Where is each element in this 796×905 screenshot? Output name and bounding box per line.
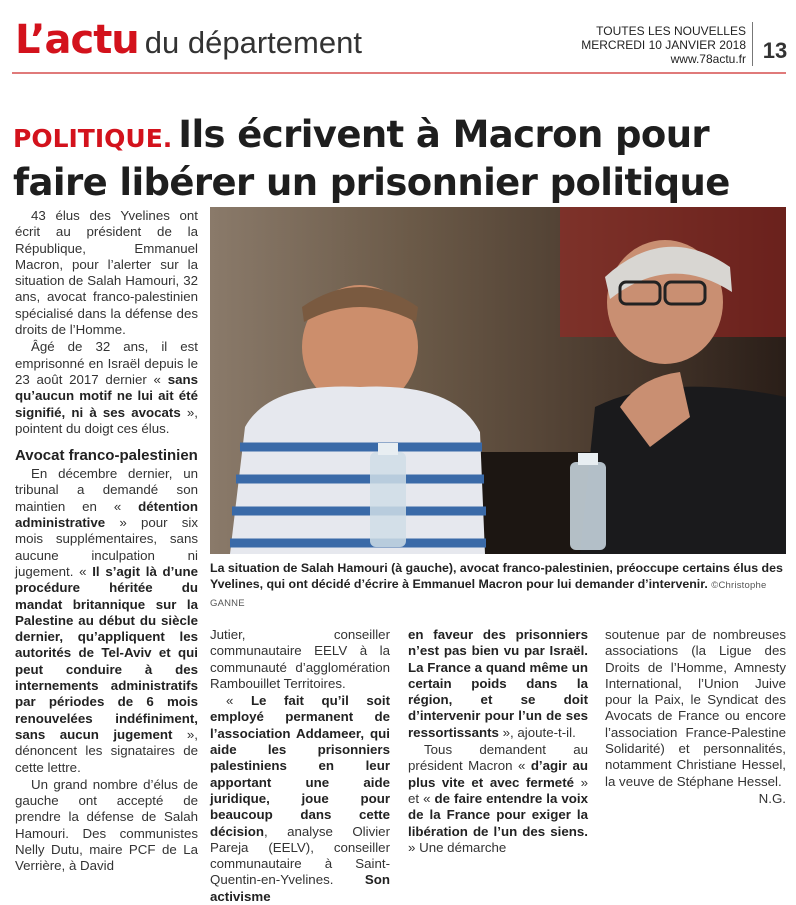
issue-info [581,24,746,66]
paragraph: Tous demandent au président Macron « d’agir au plus vite et avec fermeté » et « de faire entendre la voix de la France pour exiger la libération de l’un des siens. » Une démarche [408,742,589,855]
photo-credit: ©Christophe GANNE [210,580,767,609]
kicker: POLITIQUE. [13,124,173,153]
paragraph: Jutier, conseiller communautaire EELV à la communauté d’agglomération Rambouillet Territoires. [210,627,390,691]
paragraph: « Le fait qu’il soit employé permanent de l’association Addameer, qui aide les prisonniers palestiniens en leur apportant une aide juridique, joue pour beaucoup dans cette décision, analyse Olivier Pareja (EELV), conseiller communautaire à Saint-Quentin-en-Yvelines. Son activisme [210,693,390,904]
author-signature: N.G. [758,790,786,806]
article-photo [210,207,786,554]
paragraph: En décembre dernier, un tribunal a demandé son maintien en « détention administrative » pour six mois supplémentaires, sans aucune inculpation ni jugement. « Il s’agit là d’une procédure héritée du mandat britannique sur la Palestine au début du siècle dernier, qu’appliquent les autorités de Tel-Aviv et qui peut conduire à des internements administratifs par périodes de 6 mois renouvelées indéfiniment, sans aucun jugement », dénoncent les signataires de cette lettre. [15,466,199,775]
photo-caption [210,560,786,612]
column-4 [605,627,786,807]
masthead [15,18,362,65]
section-title: du département [144,25,362,60]
headline-text: Ils écrivent à Macron pour faire libérer un prisonnier politique [13,113,730,204]
issue-date: MERCREDI 10 JANVIER 2018 [581,38,746,52]
column-2 [210,627,390,905]
website-url: www.78actu.fr [670,52,746,66]
tagline: TOUTES LES NOUVELLES [596,24,746,38]
header-rule [12,72,786,74]
column-3 [408,627,588,856]
brand-logo: L’actu [15,17,139,63]
header-divider [752,22,753,66]
paragraph: Âgé de 32 ans, il est emprisonné en Israël depuis le 23 août 2017 dernier « sans qu’aucun motif ne lui ait été signifié, ni à ses avocats », pointent du doigt ces élus. [15,339,198,436]
paragraph: soutenue par de nombreuses associations (la Ligue des Droits de l’Homme, Amnesty International, l’Union Juive pour la Paix, le Syndicat des Avocats de France ou encore l’association France-Palestine Solidarité) et personnalités, notamment Christiane Hessel, la veuve de Stéphane Hessel. [605,627,786,789]
paragraph: 43 élus des Yvelines ont écrit au président de la République, Emmanuel Macron, pour l’alerter sur la situation de Salah Hamouri, 32 ans, avocat franco-palestinien spécialisé dans la défense des droits de l’Homme. [15,208,198,338]
article-headline [13,113,788,205]
photo-illustration [210,207,786,554]
column-1 [15,208,198,875]
subheading: Avocat franco-palestinien [15,447,198,465]
paragraph: en faveur des prisonniers n’est pas bien vu par Israël. La France a quand même un certain poids dans la région, et se doit d’intervenir pour l’un de ses ressortissants », ajoute-t-il. [408,627,588,740]
caption-text: La situation de Salah Hamouri (à gauche), avocat franco-palestinien, préoccupe certains élus des Yvelines, qui ont décidé d’écrire à Emmanuel Macron pour lui demander d’intervenir. [210,561,783,591]
page-number: 13 [762,38,788,63]
paragraph: Un grand nombre d’élus de gauche ont accepté de prendre la défense de Salah Hamouri. Des communistes Nelly Dutu, maire PCF de La Verrière, à David [15,776,198,874]
